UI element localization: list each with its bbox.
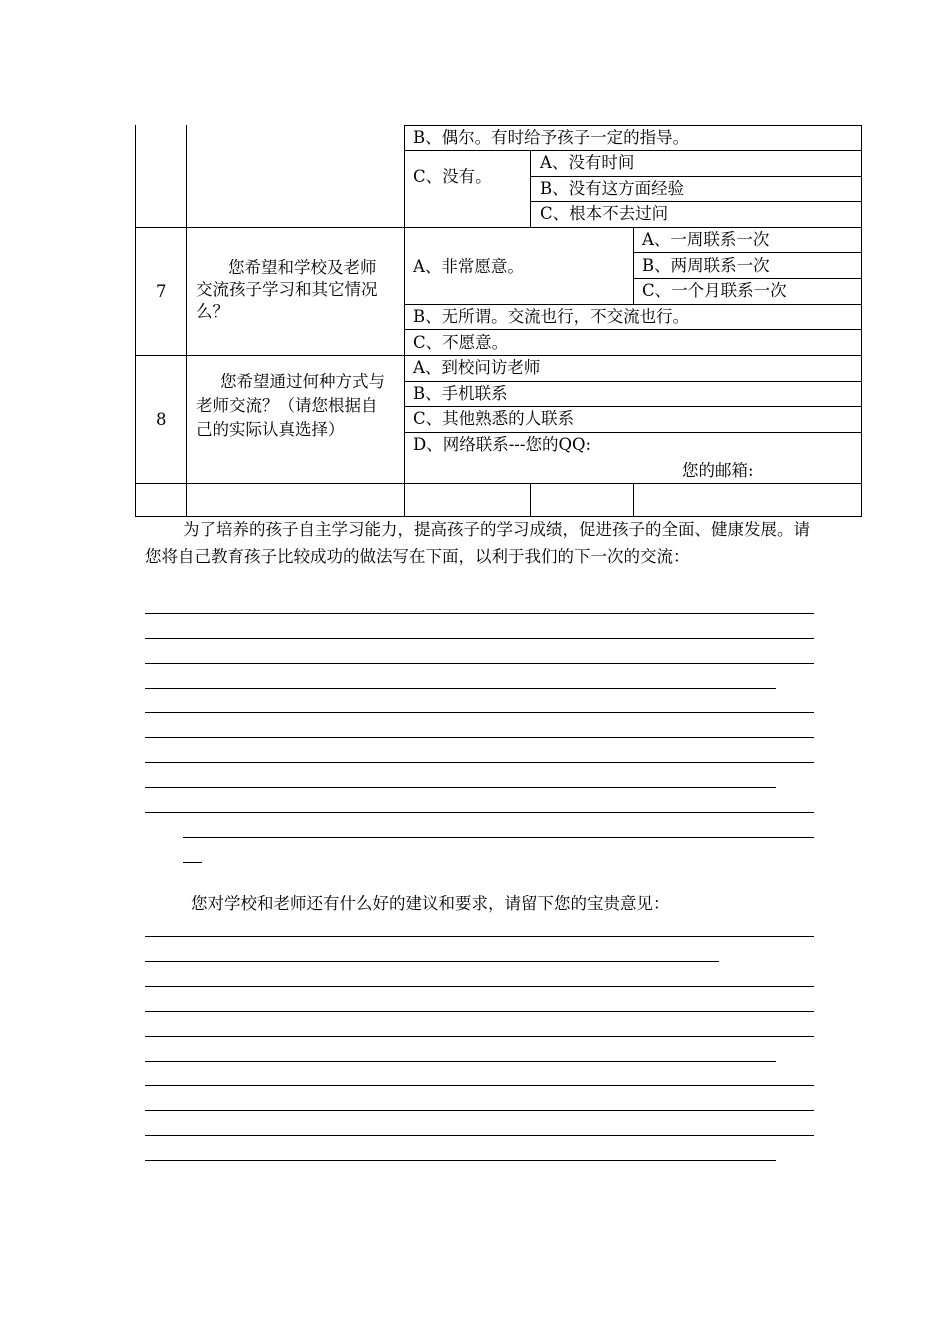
sub-option: A、没有时间 <box>540 153 635 172</box>
option-c-no: C、没有。 <box>413 167 492 186</box>
answer-line[interactable] <box>145 1061 776 1062</box>
answer-line[interactable] <box>145 1036 814 1037</box>
answer-line[interactable] <box>145 961 719 962</box>
email-label: 您的邮箱: <box>682 461 754 480</box>
option-a-very-willing: A、非常愿意。 <box>413 257 524 276</box>
question-text: 您希望通过何种方式与老师交流？（请您根据自己的实际认真选择） <box>196 372 385 439</box>
table-border-question <box>404 125 405 517</box>
answer-line[interactable] <box>145 986 814 987</box>
table-line <box>404 329 862 330</box>
answer-line[interactable] <box>145 737 814 738</box>
answer-line[interactable] <box>145 638 814 639</box>
table-line <box>135 483 862 484</box>
answer-line[interactable] <box>145 1085 814 1086</box>
answer-line[interactable] <box>145 812 814 813</box>
question-number: 8 <box>156 410 167 429</box>
sub-option: C、根本不去过问 <box>540 204 669 223</box>
answer-line[interactable] <box>145 1011 814 1012</box>
table-line <box>530 150 531 227</box>
answer-line[interactable] <box>183 837 814 838</box>
answer-line[interactable] <box>183 862 202 863</box>
answer-line[interactable] <box>145 787 776 788</box>
option-acquaintance: C、其他熟悉的人联系 <box>413 409 575 428</box>
table-line <box>633 227 634 304</box>
sub-option: C、一个月联系一次 <box>642 281 787 300</box>
option-visit-school: A、到校问访老师 <box>413 358 541 377</box>
answer-line[interactable] <box>145 762 814 763</box>
question-text: 您希望和学校及老师交流孩子学习和其它情况么？ <box>196 258 378 321</box>
sub-option: B、没有这方面经验 <box>540 179 685 198</box>
answer-line[interactable] <box>145 663 814 664</box>
table-border-num <box>186 125 187 517</box>
section1-prompt: 为了培养的孩子自主学习能力，提高孩子的学习成绩，促进孩子的全面、健康发展。请您将自己教育孩子比较成功的做法写在下面，以利于我们的下一次的交流： <box>145 520 810 566</box>
option-phone: B、手机联系 <box>413 384 508 403</box>
table-line <box>530 483 531 517</box>
table-line <box>633 483 634 517</box>
option-c-unwilling: C、不愿意。 <box>413 333 509 352</box>
option-online-qq: D、网络联系---您的QQ: <box>413 435 592 454</box>
answer-line[interactable] <box>145 1135 814 1136</box>
question-number: 7 <box>156 282 167 301</box>
option-b-indifferent: B、无所谓。交流也行，不交流也行。 <box>413 307 690 326</box>
answer-line[interactable] <box>145 712 814 713</box>
answer-line[interactable] <box>145 613 814 614</box>
option-b-occasionally: B、偶尔。有时给予孩子一定的指导。 <box>413 128 690 147</box>
sub-option: A、一周联系一次 <box>642 230 770 249</box>
section2-prompt: 您对学校和老师还有什么好的建议和要求，请留下您的宝贵意见： <box>191 894 670 913</box>
table-border-right <box>861 125 862 517</box>
answer-line[interactable] <box>145 1160 776 1161</box>
answer-line[interactable] <box>145 1110 814 1111</box>
sub-option: B、两周联系一次 <box>642 256 770 275</box>
answer-line[interactable] <box>145 688 776 689</box>
table-line <box>633 252 862 253</box>
table-border-left <box>135 125 136 517</box>
answer-line[interactable] <box>145 936 814 937</box>
